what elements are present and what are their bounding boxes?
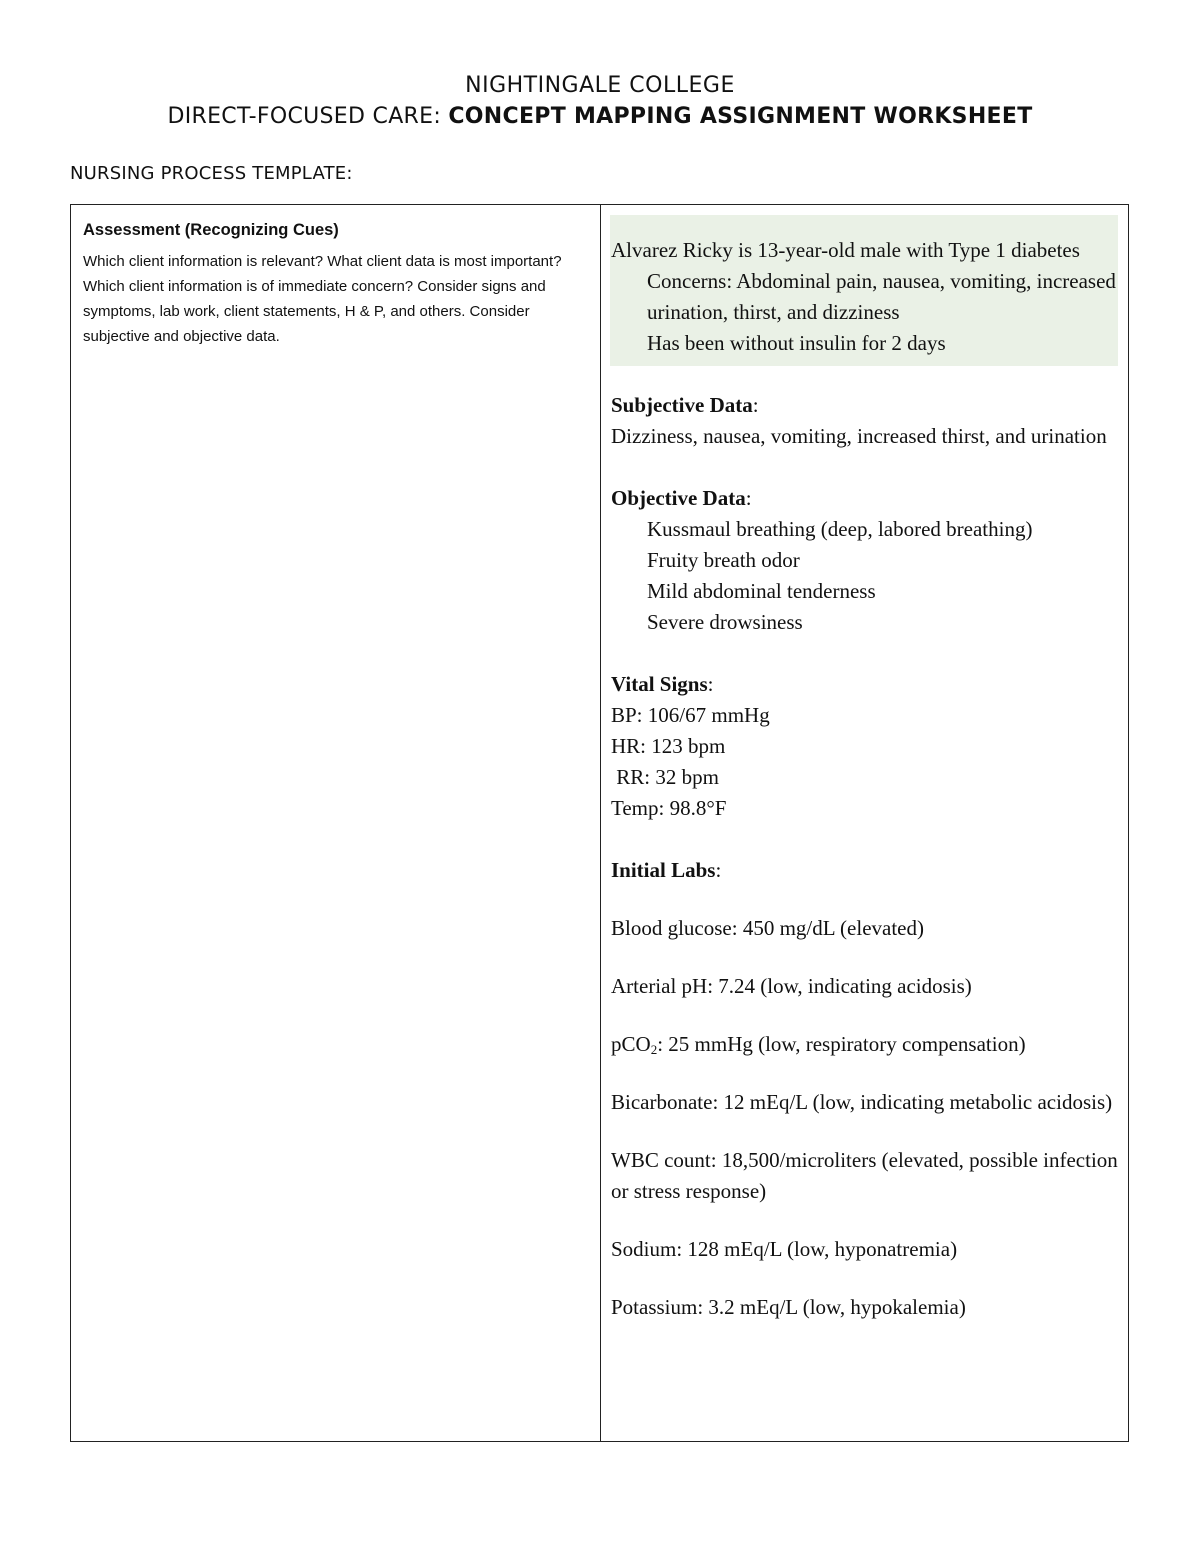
objective-item: Mild abdominal tenderness	[647, 579, 876, 603]
document-header	[0, 72, 1200, 134]
objective-section: Objective Data: Kussmaul breathing (deep, labored breathing) Fruity breath odor Mild abdominal tenderness Severe drowsiness	[611, 483, 1121, 638]
course-prefix: DIRECT-FOCUSED CARE:	[167, 104, 449, 129]
client-data-cell	[611, 215, 1121, 1323]
lab-bicarbonate: Bicarbonate: 12 mEq/L (low, indicating metabolic acidosis)	[611, 1090, 1113, 1114]
lab-glucose: Blood glucose: 450 mg/dL (elevated)	[611, 916, 924, 940]
vitals-section: Vital Signs: BP: 106/67 mmHg HR: 123 bpm RR: 32 bpm Temp: 98.8°F	[611, 669, 1121, 824]
objective-item: Kussmaul breathing (deep, labored breathing)	[647, 517, 1033, 541]
assessment-heading: Assessment (Recognizing Cues)	[83, 221, 339, 239]
subjective-section: Subjective Data: Dizziness, nausea, vomiting, increased thirst, and urination	[611, 390, 1121, 452]
college-name: NIGHTINGALE COLLEGE	[465, 73, 735, 98]
client-intro: Alvarez Ricky is 13-year-old male with Type 1 diabetes	[611, 238, 1080, 262]
lab-sodium: Sodium: 128 mEq/L (low, hyponatremia)	[611, 1237, 958, 1261]
client-concerns: Concerns: Abdominal pain, nausea, vomiting, increased urination, thirst, and dizziness	[647, 269, 1116, 324]
lab-wbc: WBC count: 18,500/microliters (elevated, possible infection or stress response)	[611, 1148, 1118, 1203]
course-title: CONCEPT MAPPING ASSIGNMENT WORKSHEET	[448, 104, 1033, 129]
client-insulin: Has been without insulin for 2 days	[647, 331, 946, 355]
course-title-line	[0, 100, 1200, 134]
column-divider	[600, 205, 601, 1441]
lab-ph: Arterial pH: 7.24 (low, indicating acidosis)	[611, 974, 972, 998]
assessment-description: Which client information is relevant? What client data is most important? Which client information is of immediate concern? Consider signs and symptoms, lab work, client statements, H & P, and others. Consider subjective and objective data.	[83, 253, 562, 345]
lab-pco2: pCO$_2$: 25 mmHg (low, respiratory compensation)	[611, 1032, 1026, 1057]
objective-item: Fruity breath odor	[647, 548, 800, 572]
vital-item: HR: 123 bpm	[611, 734, 726, 758]
vital-item: RR: 32 bpm	[611, 765, 719, 789]
labs-section: Initial Labs: Blood glucose: 450 mg/dL (elevated) Arterial pH: 7.24 (low, indicating acidosis) pCO$_2$: 25 mmHg (low, respiratory compensation) Bicarbonate: 12 mEq/L (low, indicating metabolic acidosis) WBC count: 18,500/microliters (elevated, possible infection or stress response) Sodium: 128 mEq/L (low, hyponatremia) Potassium: 3.2 mEq/L (low, hypokalemia)	[611, 855, 1121, 1323]
vital-item: Temp: 98.8°F	[611, 796, 727, 820]
subjective-label: Subjective Data	[611, 393, 753, 417]
vital-item: BP: 106/67 mmHg	[611, 703, 770, 727]
assessment-cell	[83, 219, 583, 349]
template-label: NURSING PROCESS TEMPLATE:	[70, 163, 353, 184]
subjective-text: Dizziness, nausea, vomiting, increased thirst, and urination	[611, 424, 1107, 448]
objective-label: Objective Data	[611, 486, 746, 510]
nursing-process-table	[70, 204, 1129, 1442]
objective-item: Severe drowsiness	[647, 610, 803, 634]
labs-label: Initial Labs	[611, 858, 716, 882]
lab-potassium: Potassium: 3.2 mEq/L (low, hypokalemia)	[611, 1295, 966, 1319]
vitals-label: Vital Signs	[611, 672, 708, 696]
